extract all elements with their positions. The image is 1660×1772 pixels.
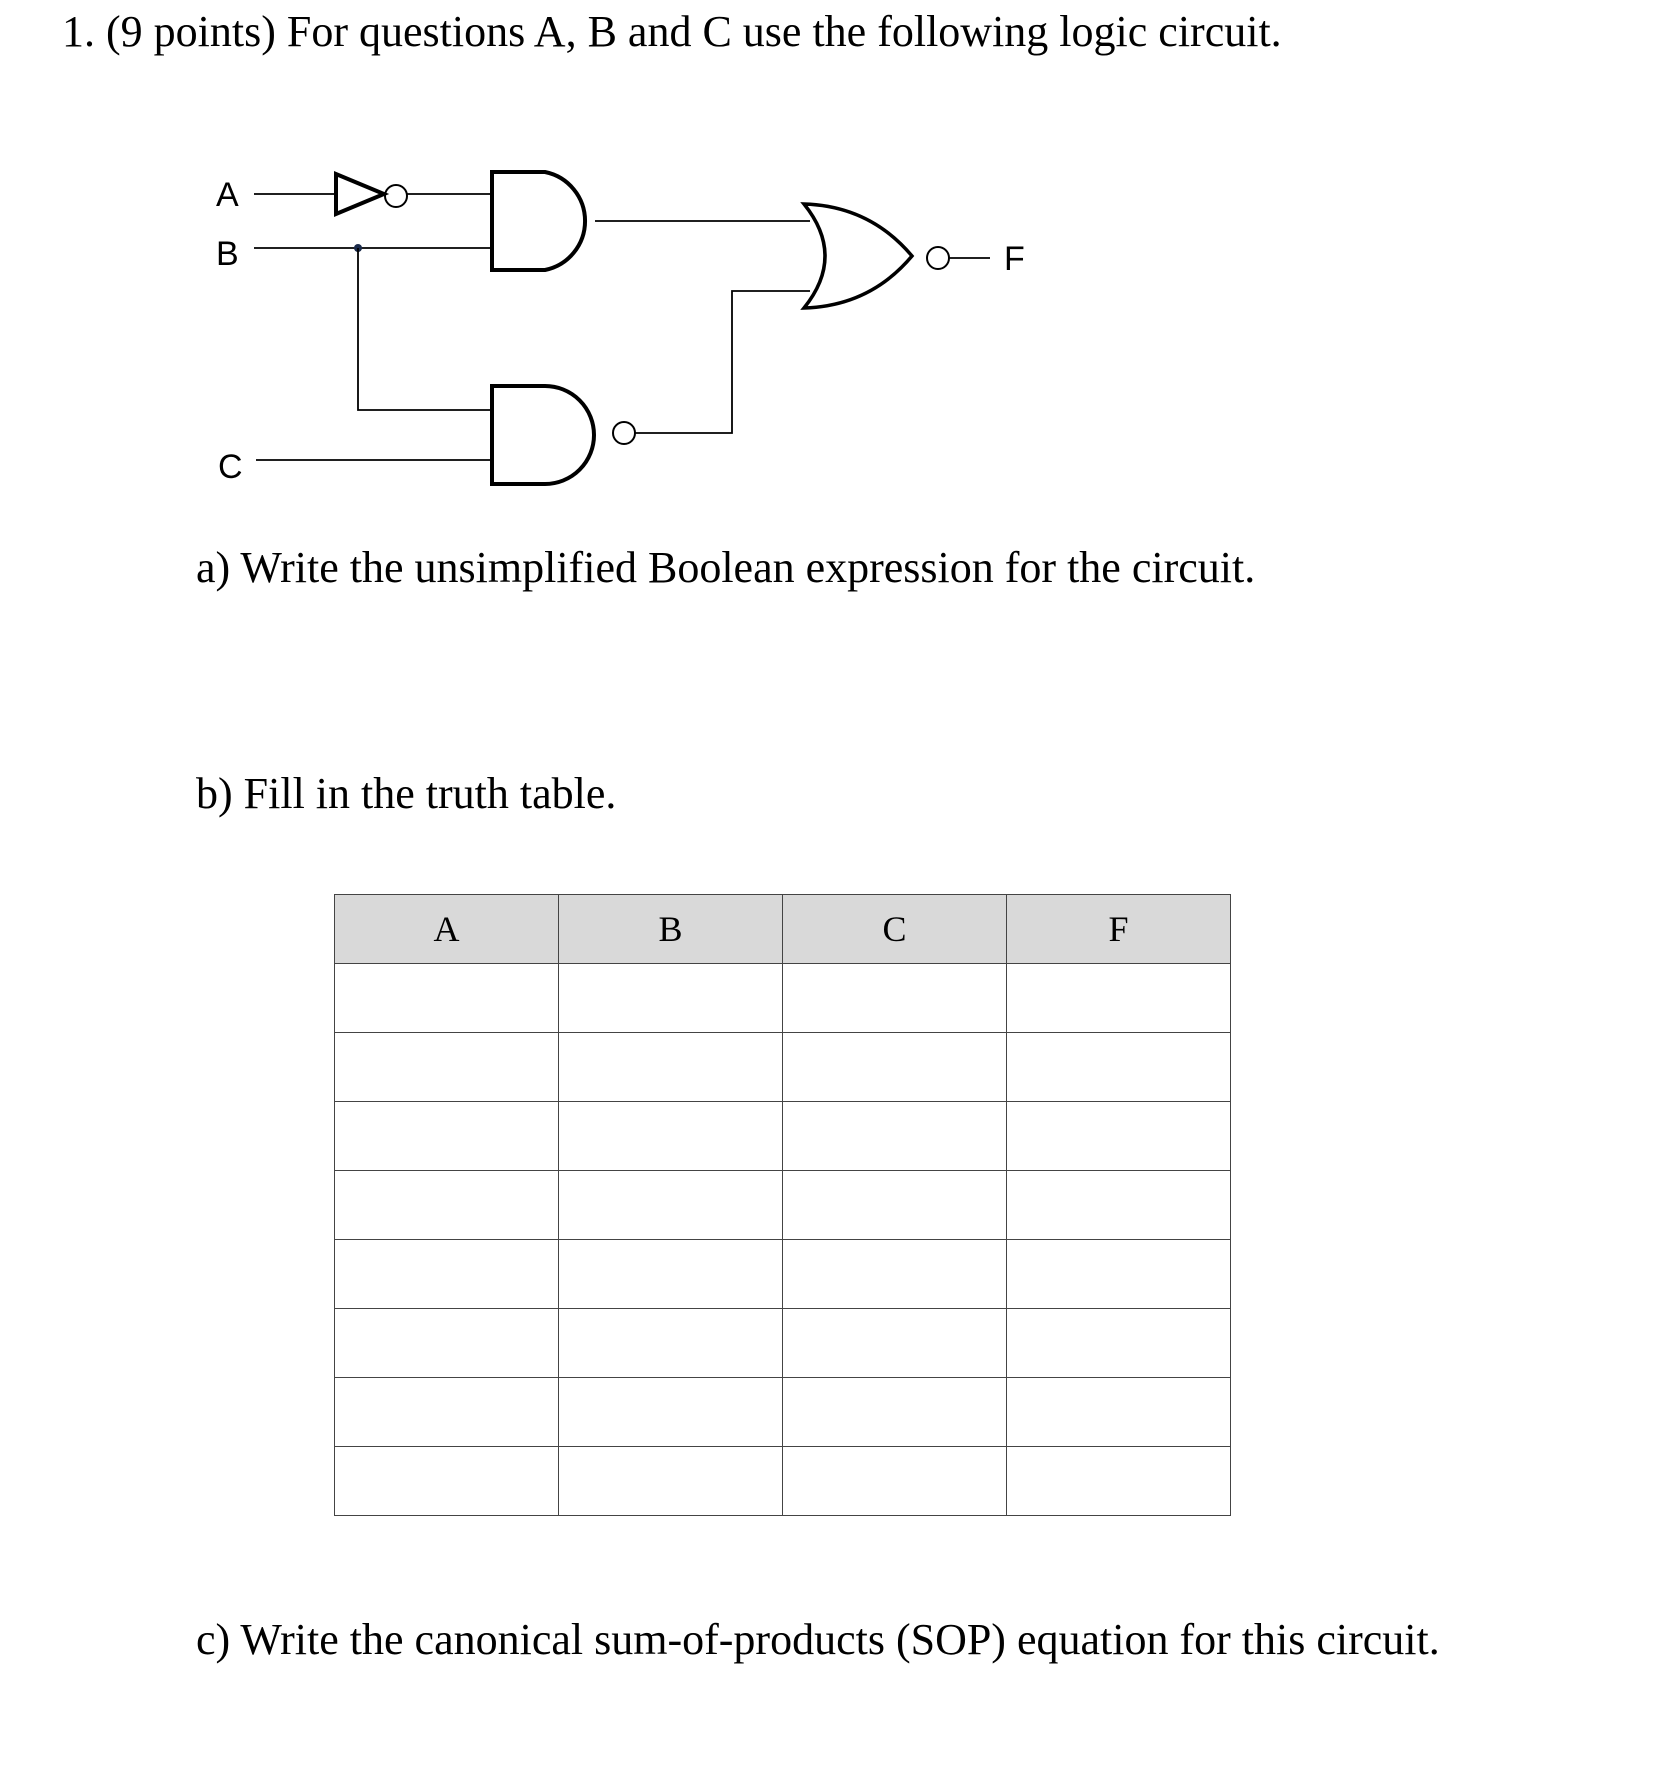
table-cell[interactable] bbox=[783, 1309, 1007, 1378]
table-cell[interactable] bbox=[559, 1240, 783, 1309]
question-b: b) Fill in the truth table. bbox=[196, 769, 617, 818]
nand-gate bbox=[492, 386, 594, 484]
table-cell[interactable] bbox=[559, 1309, 783, 1378]
table-cell[interactable] bbox=[783, 1447, 1007, 1516]
table-cell[interactable] bbox=[335, 1102, 559, 1171]
question-heading: 1. (9 points) For questions A, B and C use the following logic circuit. bbox=[62, 7, 1282, 56]
table-cell[interactable] bbox=[783, 964, 1007, 1033]
question-a: a) Write the unsimplified Boolean expression for the circuit. bbox=[196, 543, 1256, 592]
input-label-b: B bbox=[216, 235, 239, 273]
table-cell[interactable] bbox=[559, 1033, 783, 1102]
table-cell[interactable] bbox=[1007, 1102, 1231, 1171]
output-label-f: F bbox=[1004, 240, 1025, 278]
table-cell[interactable] bbox=[335, 1309, 559, 1378]
header-cell-a: A bbox=[335, 895, 559, 964]
table-cell[interactable] bbox=[783, 1171, 1007, 1240]
input-label-a: A bbox=[216, 176, 239, 214]
nor-gate bbox=[804, 204, 912, 308]
table-cell[interactable] bbox=[335, 1447, 559, 1516]
table-cell[interactable] bbox=[335, 1171, 559, 1240]
input-label-c: C bbox=[218, 448, 243, 486]
table-cell[interactable] bbox=[1007, 1171, 1231, 1240]
table-cell[interactable] bbox=[783, 1240, 1007, 1309]
truth-table bbox=[334, 894, 1231, 1516]
nor-gate-bubble bbox=[927, 247, 949, 269]
table-row bbox=[335, 1309, 1231, 1378]
header-cell-b: B bbox=[559, 895, 783, 964]
header-cell-c: C bbox=[783, 895, 1007, 964]
table-cell[interactable] bbox=[335, 1378, 559, 1447]
table-cell[interactable] bbox=[335, 964, 559, 1033]
not-gate bbox=[336, 174, 384, 214]
table-cell[interactable] bbox=[783, 1033, 1007, 1102]
table-cell[interactable] bbox=[1007, 1447, 1231, 1516]
question-c: c) Write the canonical sum-of-products (SOP) equation for this circuit. bbox=[196, 1615, 1440, 1664]
table-cell[interactable] bbox=[559, 964, 783, 1033]
wire-b-branch bbox=[358, 248, 492, 410]
table-cell[interactable] bbox=[1007, 964, 1231, 1033]
table-cell[interactable] bbox=[1007, 1378, 1231, 1447]
and-gate bbox=[492, 172, 585, 270]
table-cell[interactable] bbox=[783, 1378, 1007, 1447]
header-cell-f: F bbox=[1007, 895, 1231, 964]
table-row bbox=[335, 1033, 1231, 1102]
table-cell[interactable] bbox=[1007, 1240, 1231, 1309]
not-gate-bubble bbox=[385, 185, 407, 207]
table-cell[interactable] bbox=[559, 1378, 783, 1447]
table-cell[interactable] bbox=[1007, 1033, 1231, 1102]
table-cell[interactable] bbox=[783, 1102, 1007, 1171]
table-row bbox=[335, 1447, 1231, 1516]
table-cell[interactable] bbox=[335, 1033, 559, 1102]
table-row bbox=[335, 1378, 1231, 1447]
logic-circuit-diagram bbox=[0, 0, 1100, 500]
table-row bbox=[335, 1171, 1231, 1240]
table-cell[interactable] bbox=[335, 1240, 559, 1309]
wire-nand-out bbox=[635, 291, 810, 433]
table-row bbox=[335, 1240, 1231, 1309]
table-cell[interactable] bbox=[559, 1447, 783, 1516]
nand-gate-bubble bbox=[613, 422, 635, 444]
table-cell[interactable] bbox=[559, 1102, 783, 1171]
table-row bbox=[335, 1102, 1231, 1171]
table-cell[interactable] bbox=[1007, 1309, 1231, 1378]
table-row bbox=[335, 964, 1231, 1033]
truth-table-header-row bbox=[335, 895, 1231, 964]
table-cell[interactable] bbox=[559, 1171, 783, 1240]
